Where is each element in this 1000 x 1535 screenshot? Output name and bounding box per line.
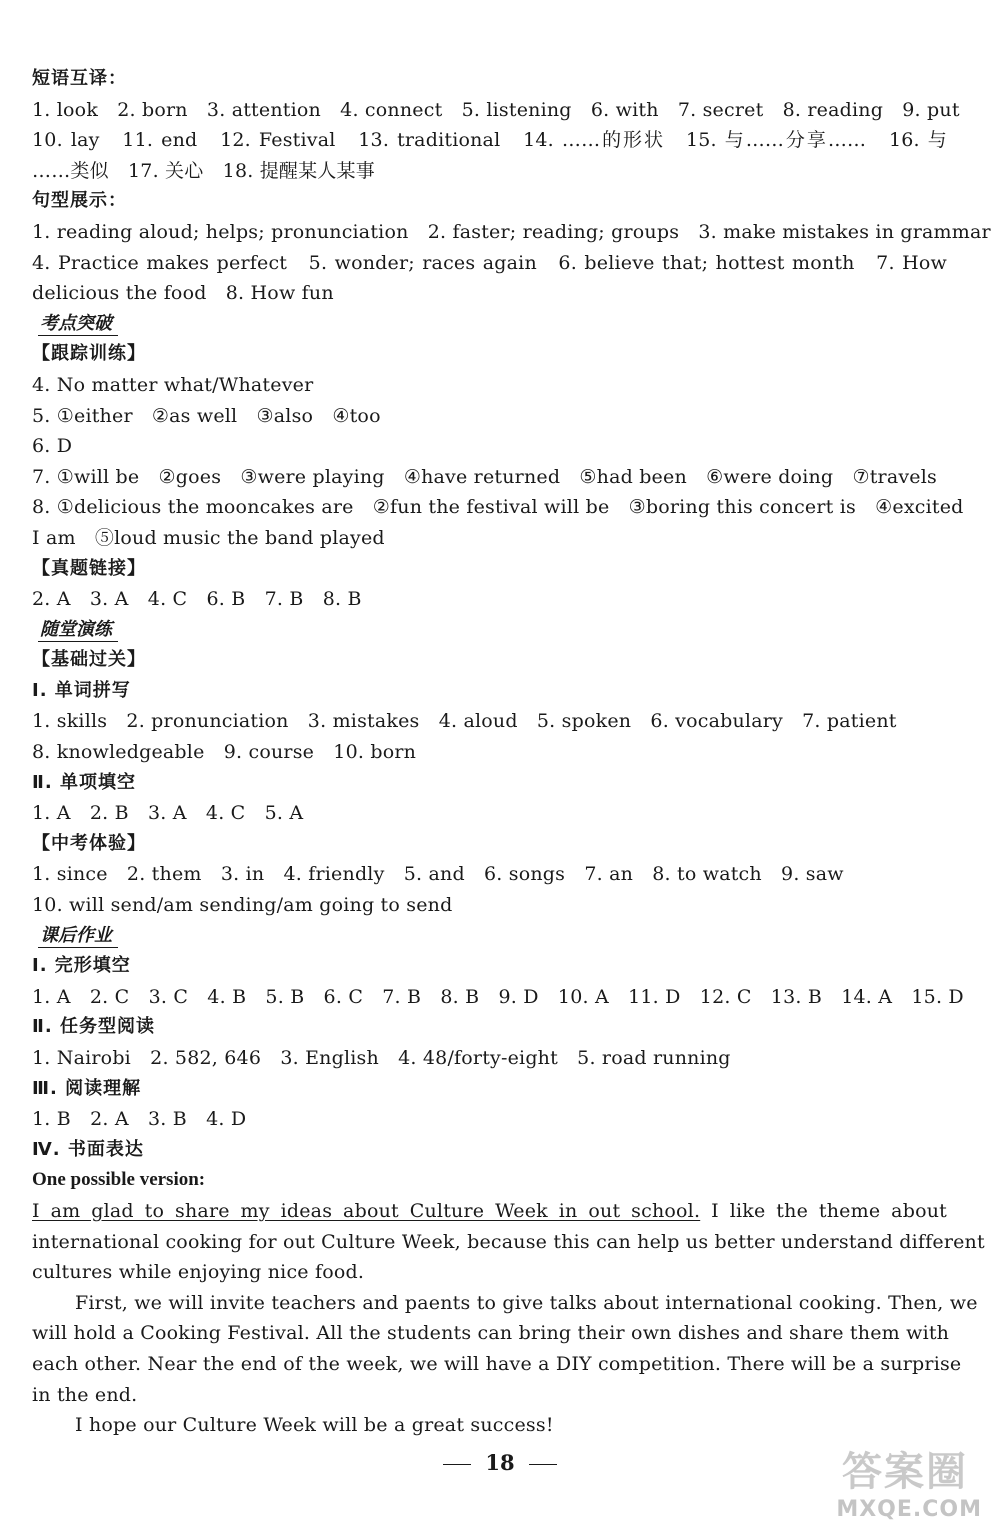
answer-line: 1. Nairobi 2. 582, 646 3. English 4. 48/forty-eight 5. road running: [32, 1047, 731, 1069]
heading-basic-check: 【基础过关】: [32, 649, 146, 671]
heading-cloze: Ⅰ. 完形填空: [32, 955, 131, 977]
essay-text: I like the theme about: [700, 1199, 947, 1222]
essay-label: One possible version:: [32, 1169, 206, 1191]
section-title-kaodian: [32, 309, 947, 340]
heading-single-choice: Ⅱ. 单项填空: [32, 771, 136, 793]
heading-tracking-practice: 【跟踪训练】: [32, 343, 146, 365]
essay-line: I hope our Culture Week will be a great success!: [75, 1414, 554, 1437]
phrases-line: 10. lay 11. end 12. Festival 13. traditional 14. ……的形状 15. 与……分享…… 16. 与: [32, 129, 947, 152]
heading-task-reading: Ⅱ. 任务型阅读: [32, 1016, 155, 1038]
section-title-suitang: [32, 615, 947, 646]
answer-line: 4. No matter what/Whatever: [32, 373, 314, 396]
phrases-line: 1. look 2. born 3. attention 4. connect 5. listening 6. with 7. secret 8. reading 9. put: [32, 98, 960, 121]
essay-line: international cooking for out Culture Week, because this can help us better understand different: [32, 1230, 985, 1253]
heading-real-exam-links: 【真题链接】: [32, 557, 146, 579]
essay-line: [32, 1196, 947, 1227]
answer-line: 10. will send/am sending/am going to send: [32, 894, 453, 917]
page-number-value: 18: [485, 1450, 515, 1475]
heading-sentence-patterns: 句型展示：: [32, 190, 127, 212]
sentences-line: 1. reading aloud; helps; pronunciation 2. faster; reading; groups 3. make mistakes in grammar: [32, 220, 991, 243]
answer-line: 7. ①will be ②goes ③were playing ④have returned ⑤had been ⑥were doing ⑦travels: [32, 465, 937, 488]
answer-page: [32, 64, 991, 1441]
answer-line: 1. skills 2. pronunciation 3. mistakes 4. aloud 5. spoken 6. vocabulary 7. patient: [32, 710, 897, 733]
heading-reading-comprehension: Ⅲ. 阅读理解: [32, 1077, 142, 1099]
essay-line: in the end.: [32, 1383, 138, 1406]
answer-line: 1. B 2. A 3. B 4. D: [32, 1108, 247, 1131]
section-title-text: 随堂演练: [38, 619, 118, 642]
answer-line: 1. since 2. them 3. in 4. friendly 5. and 6. songs 7. an 8. to watch 9. saw: [32, 863, 844, 886]
page-number-dash: [443, 1464, 471, 1465]
watermark-logo: 答案圈: [842, 1449, 968, 1495]
answer-line: 1. A 2. B 3. A 4. C 5. A: [32, 802, 304, 825]
sentences-line: 4. Practice makes perfect 5. wonder; races again 6. believe that; hottest month 7. How: [32, 251, 947, 274]
heading-exam-experience: 【中考体验】: [32, 832, 146, 854]
heading-writing: Ⅳ. 书面表达: [32, 1138, 144, 1160]
answer-line: 8. ①delicious the mooncakes are ②fun the festival will be ③boring this concert is ④excited: [32, 496, 964, 519]
phrases-line: ……类似 17. 关心 18. 提醒某人某事: [32, 159, 375, 182]
section-title-text: 课后作业: [38, 925, 118, 948]
essay-line: cultures while enjoying nice food.: [32, 1261, 365, 1284]
heading-phrase-translation: 短语互译：: [32, 68, 127, 89]
answer-line: 5. ①either ②as well ③also ④too: [32, 404, 381, 427]
answer-line: 2. A 3. A 4. C 6. B 7. B 8. B: [32, 588, 362, 611]
watermark: [788, 1447, 988, 1527]
watermark-url: MXQE.COM: [836, 1497, 982, 1522]
answer-line: I am ⑤loud music the band played: [32, 526, 385, 549]
sentences-line: delicious the food 8. How fun: [32, 282, 334, 305]
section-title-text: 考点突破: [38, 313, 118, 336]
essay-line: First, we will invite teachers and paents to give talks about international cooking. Then, we: [75, 1291, 978, 1314]
essay-line: will hold a Cooking Festival. All the students can bring their own dishes and share them with: [32, 1322, 950, 1345]
answer-line: 6. D: [32, 435, 73, 458]
answer-line: 1. A 2. C 3. C 4. B 5. B 6. C 7. B 8. B 9. D 10. A 11. D 12. C 13. B 14. A 15. D: [32, 985, 964, 1008]
heading-word-spelling: Ⅰ. 单词拼写: [32, 679, 131, 701]
page-number-dash: [529, 1464, 557, 1465]
essay-line: each other. Near the end of the week, we will have a DIY competition. There will be a surprise: [32, 1352, 962, 1375]
essay-underlined-sentence: I am glad to share my ideas about Culture Week in out school.: [32, 1199, 701, 1222]
section-title-kehou: [32, 921, 947, 952]
answer-line: 8. knowledgeable 9. course 10. born: [32, 741, 417, 764]
